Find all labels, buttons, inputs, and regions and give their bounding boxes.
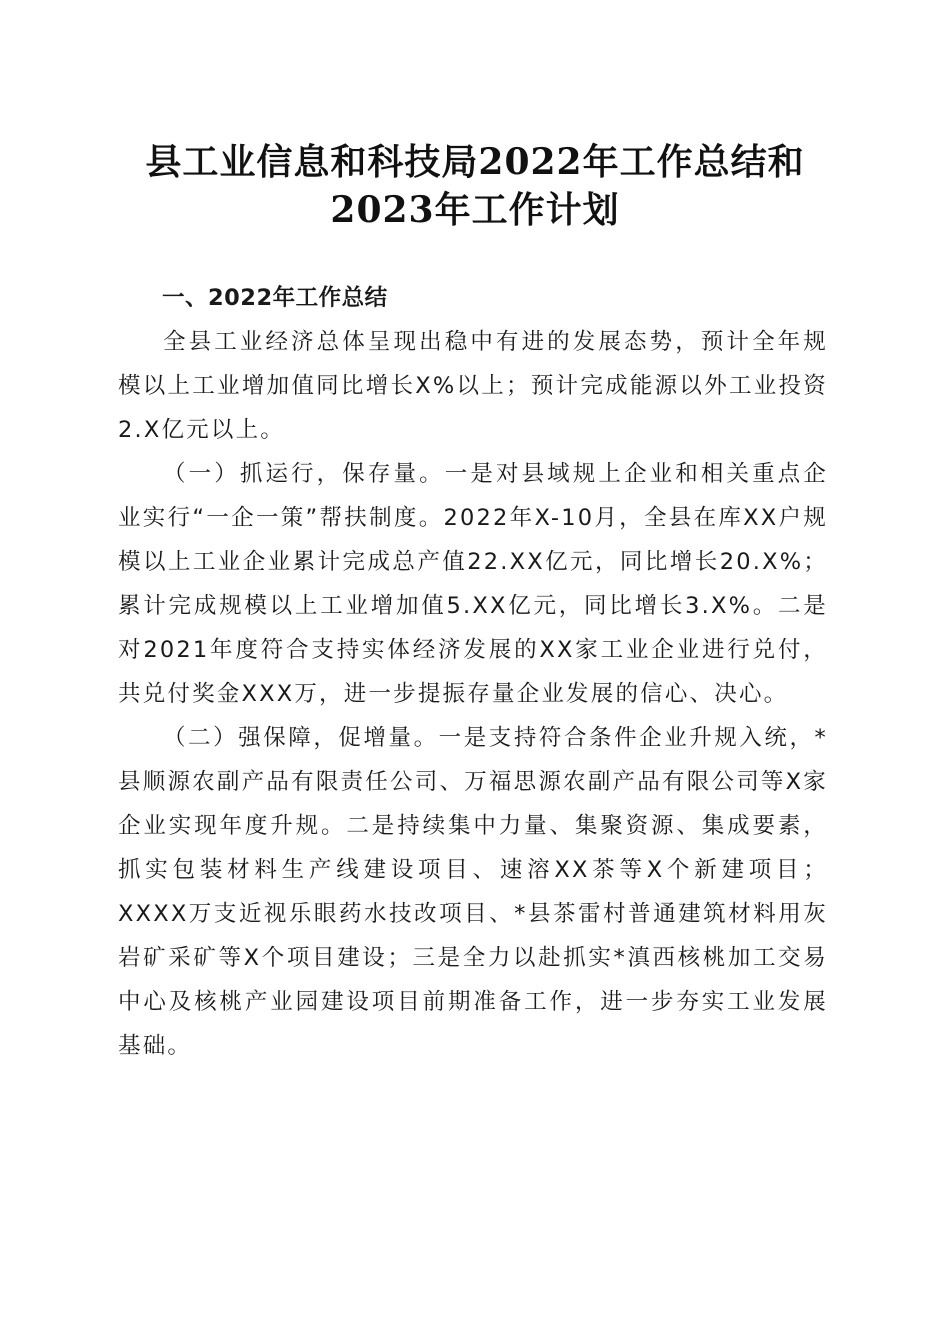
section-heading: 一、2022年工作总结 bbox=[162, 285, 388, 311]
paragraph-operation bbox=[118, 452, 828, 716]
paragraph-text: 全县工业经济总体呈现出稳中有进的发展态势，预计全年规模以上工业增加值同比增长X%以上；预计完成能源以外工业投资2.X亿元以上。 bbox=[118, 329, 828, 443]
paragraph-lead: （一）抓运行，保存量。 bbox=[163, 461, 445, 487]
document-body bbox=[118, 276, 828, 1068]
paragraph-lead: （二）强保障，促增量。 bbox=[163, 725, 439, 751]
document-title: 县工业信息和科技局2022年工作总结和2023年工作计划 bbox=[145, 141, 805, 231]
paragraph-text: 一是对县域规上企业和相关重点企业实行“一企一策”帮扶制度。2022年X-10月，全县在库XX户规模以上工业企业累计完成总产值22.XX亿元，同比增长20.X%；累计完成规模以上工业增加值5.XX亿元，同比增长3.X%。二是对2021年度符合支持实体经济发展的XX家工业企业进行兑付，共兑付奖金XXX万，进一步提振存量企业发展的信心、决心。 bbox=[118, 461, 828, 707]
paragraph-summary bbox=[118, 320, 828, 452]
paragraph-guarantee bbox=[118, 716, 828, 1068]
paragraph-text: 一是支持符合条件企业升规入统，*县顺源农副产品有限责任公司、万福思源农副产品有限公司等X家企业实现年度升规。二是持续集中力量、集聚资源、集成要素，抓实包装材料生产线建设项目、速溶XX茶等X个新建项目；XXXX万支近视乐眼药水技改项目、*县茶雷村普通建筑材料用灰岩矿采矿等X个项目建设；三是全力以赴抓实*滇西核桃加工交易中心及核桃产业园建设项目前期准备工作，进一步夯实工业发展基础。 bbox=[118, 725, 828, 1059]
